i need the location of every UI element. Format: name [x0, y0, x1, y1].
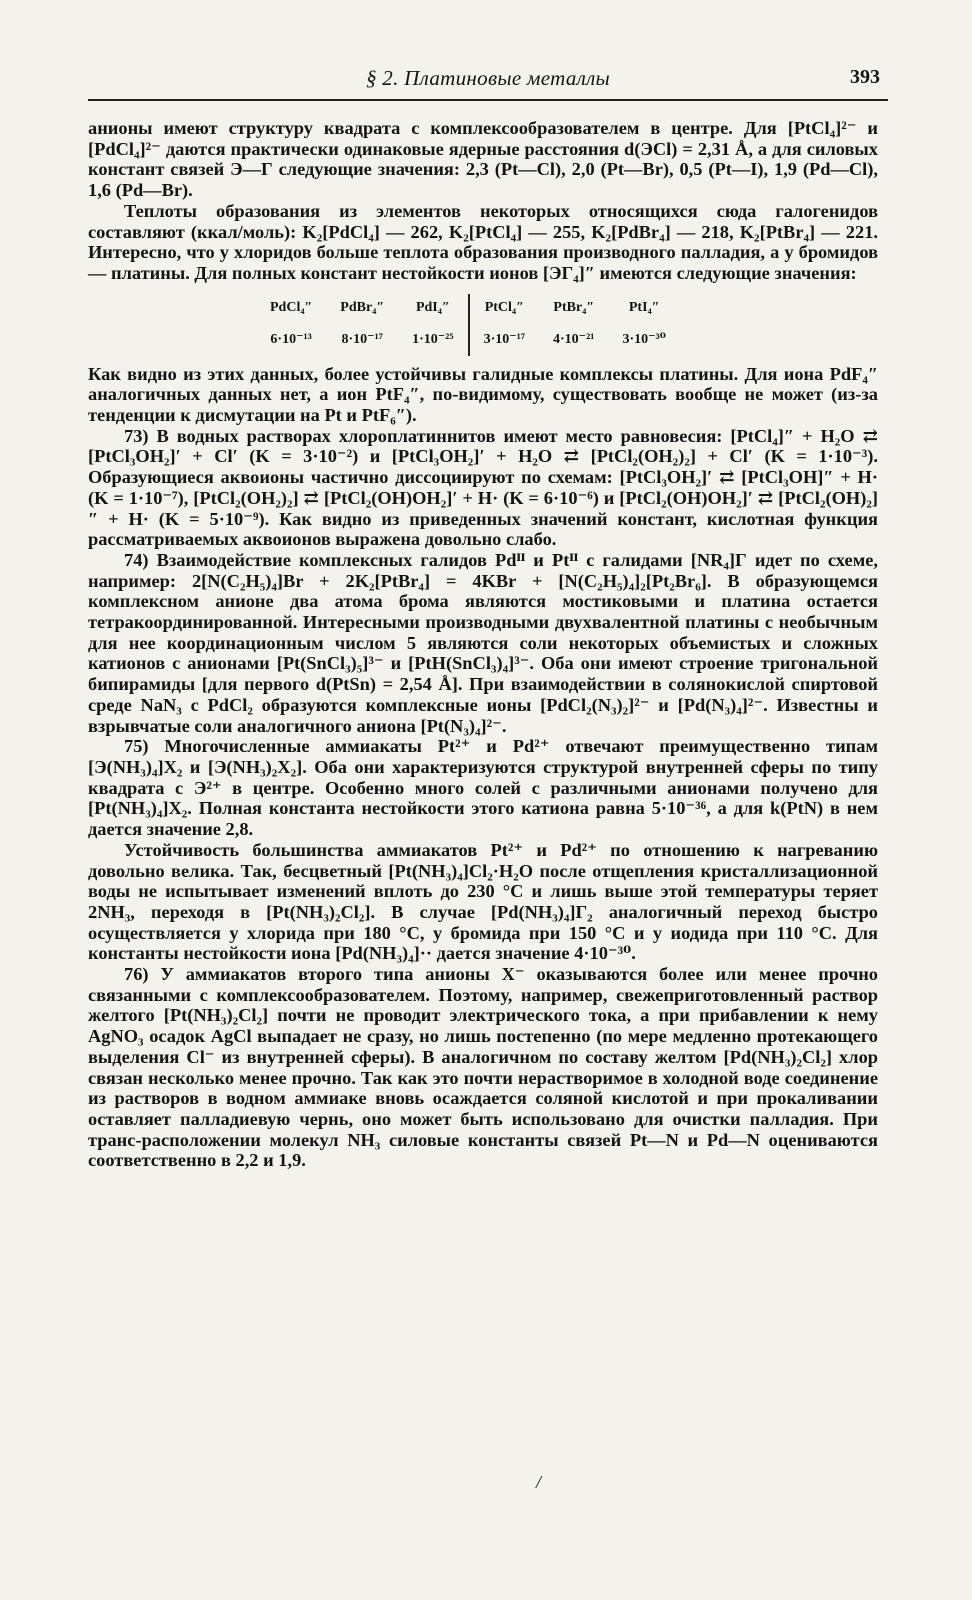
table-cell: PdI₄″: [415, 300, 450, 316]
table-cell: PdBr₄″: [340, 300, 385, 316]
table-row-ions: [256, 294, 680, 324]
table-cell: PdCl₄″: [270, 300, 313, 316]
paragraph: анионы имеют структуру квадрата с комплексообразователем в центре. Для [PtCl₄]²⁻ и [PdCl₄]²⁻ даются практически одинаковые ядерные расстояния d(ЭCl) = 2,31 Å, а для силовых констант связей Э—Г следующие значения: 2,3 (Pt—Cl), 2,0 (Pt—Br), 0,5 (Pt—I), 1,9 (Pd—Cl), 1,6 (Pd—Br).: [88, 118, 878, 201]
header-rule: [88, 99, 888, 101]
table-cell: 6·10⁻¹³: [270, 332, 312, 348]
paragraph: Устойчивость большинства аммиакатов Pt²⁺ и Pd²⁺ по отношению к нагреванию довольно велика. Так, бесцветный [Pt(NH₃)₄]Cl₂·H₂O после отщепления кристаллизационной воды не испытывает изменений вплоть до 230 °C и лишь выше этой температуры теряет 2NH₃, переходя в [Pt(NH₃)₂Cl₂]. В случае [Pd(NH₃)₄]Г₂ аналогичный переход быстро осуществляется у хлорида при 180 °C, у бромида при 150 °C и у иодида при 110 °C. Для константы нестойкости иона [Pd(NH₃)₄]·· дается значение 4·10⁻³⁰.: [88, 839, 878, 964]
table-cell: 4·10⁻²¹: [553, 332, 595, 348]
note-74: 74) Взаимодействие комплексных галидов Pdᴵᴵ и Ptᴵᴵ с галидами [NR₄]Г идет по схеме, например: 2[N(C₂H₅)₄]Br + 2K₂[PtBr₄] = 4KBr + [N(C₂H₅)₄]₂[Pt₂Br₆]. В образующемся комплексном анионе два атома брома являются мостиковыми и платина остается тетракоординированной. Интересными производными двухвалентной платины с необычным для нее координационным числом 5 являются соли некоторых объемистых и сложных катионов с анионами [Pt(SnCl₃)₅]³⁻ и [PtH(SnCl₃)₄]³⁻. Оба они имеют строение тригональной бипирамиды [для первого d(PtSn) = 2,54 Å]. При взаимодействии в солянокислой спиртовой среде NaN₃ с PdCl₂ образуются комплексные ионы [PdCl₂(N₃)₂]²⁻ и [Pd(N₃)₄]²⁻. Известны и взрывчатые соли аналогичного аниона [Pt(N₃)₄]²⁻.: [88, 549, 878, 736]
footer-mark: /: [536, 1472, 542, 1492]
page-body: [88, 118, 878, 1171]
table-cell: 3·10⁻³⁰: [622, 332, 666, 348]
table-cell: PtBr₄″: [553, 300, 595, 316]
note-75: 75) Многочисленные аммиакаты Pt²⁺ и Pd²⁺ отвечают преимущественно типам [Э(NH₃)₄]X₂ и [Э(NH₃)₂X₂]. Оба они характеризуются структурой внутренней сферы по типу квадрата с Э²⁺ в центре. Особенно много солей с различными анионами получено для [Pt(NH₃)₄]X₂. Полная константа нестойкости этого катиона равна 5·10⁻³⁶, а для k(PtN) в нем дается значение 2,8.: [88, 736, 878, 840]
table-cell: 3·10⁻¹⁷: [469, 324, 539, 356]
page-number: 393: [850, 66, 880, 88]
table-cell: 1·10⁻²⁵: [412, 332, 454, 348]
note-76: 76) У аммиакатов второго типа анионы X⁻ оказываются более или менее прочно связанными с комплексообразователем. Поэтому, например, свежеприготовленный раствор желтого [Pt(NH₃)₂Cl₂] почти не проводит электрического тока, а при прибавлении к нему AgNO₃ осадок AgCl выпадает не сразу, но лишь постепенно (по мере медленно протекающего выделения Cl⁻ из внутренней сферы). В аналогичном по составу желтом [Pd(NH₃)₂Cl₂] хлор связан несколько менее прочно. Так как это почти нерастворимое в холодной воде соединение из растворов в водном аммиаке вновь осаждается соляной кислотой и при прокаливании оставляет палладиевую чернь, оно может быть использовано для очистки палладия. При транс-расположении молекул NH₃ силовые константы связей Pt—N и Pd—N оцениваются соответственно в 2,2 и 1,9.: [88, 964, 878, 1171]
table-cell: 8·10⁻¹⁷: [341, 332, 383, 348]
note-73: 73) В водных растворах хлороплатиннитов имеют место равновесия: [PtCl₄]″ + H₂O ⇄ [PtCl₃OH₂]′ + Cl′ (K = 3·10⁻²) и [PtCl₃OH₂]′ + H₂O ⇄ [PtCl₂(OH₂)₂] + Cl′ (K = 1·10⁻³). Образующиеся аквоионы частично диссоциируют по схемам: [PtCl₃OH₂]′ ⇄ [PtCl₃OH]″ + H· (K = 1·10⁻⁷), [PtCl₂(OH₂)₂] ⇄ [PtCl₂(OH)OH₂]′ + H· (K = 6·10⁻⁶) и [PtCl₂(OH)OH₂]′ ⇄ [PtCl₂(OH)₂]″ + H· (K = 5·10⁻⁹). Как видно из приведенных значений констант, кислотная функция рассматриваемых аквоионов выражена довольно слабо.: [88, 425, 878, 550]
paragraph: Как видно из этих данных, более устойчивы галидные комплексы платины. Для иона PdF₄″ аналогичных данных нет, а ион PtF₄″, по-видимому, существовать вообще не может (из-за тенденции к дисмутации на Pt и PtF₆″).: [88, 363, 878, 426]
instability-constants-table: [256, 294, 680, 356]
paragraph: Теплоты образования из элементов некоторых относящихся сюда галогенидов составляют (ккал/моль): K₂[PdCl₄] — 262, K₂[PtCl₄] — 255, K₂[PdBr₄] — 218, K₂[PtBr₄] — 221. Интересно, что у хлоридов больше теплота образования производного палладия, а у бромидов — платины. Для полных констант нестойкости ионов [ЭГ₄]″ имеются следующие значения:: [88, 200, 878, 283]
running-title: § 2. Платиновые металлы: [365, 66, 611, 90]
table-cell: PtCl₄″: [469, 294, 539, 324]
page-header: [88, 66, 888, 106]
table-row-values: [256, 324, 680, 356]
table-cell: PtI₄″: [628, 300, 660, 316]
